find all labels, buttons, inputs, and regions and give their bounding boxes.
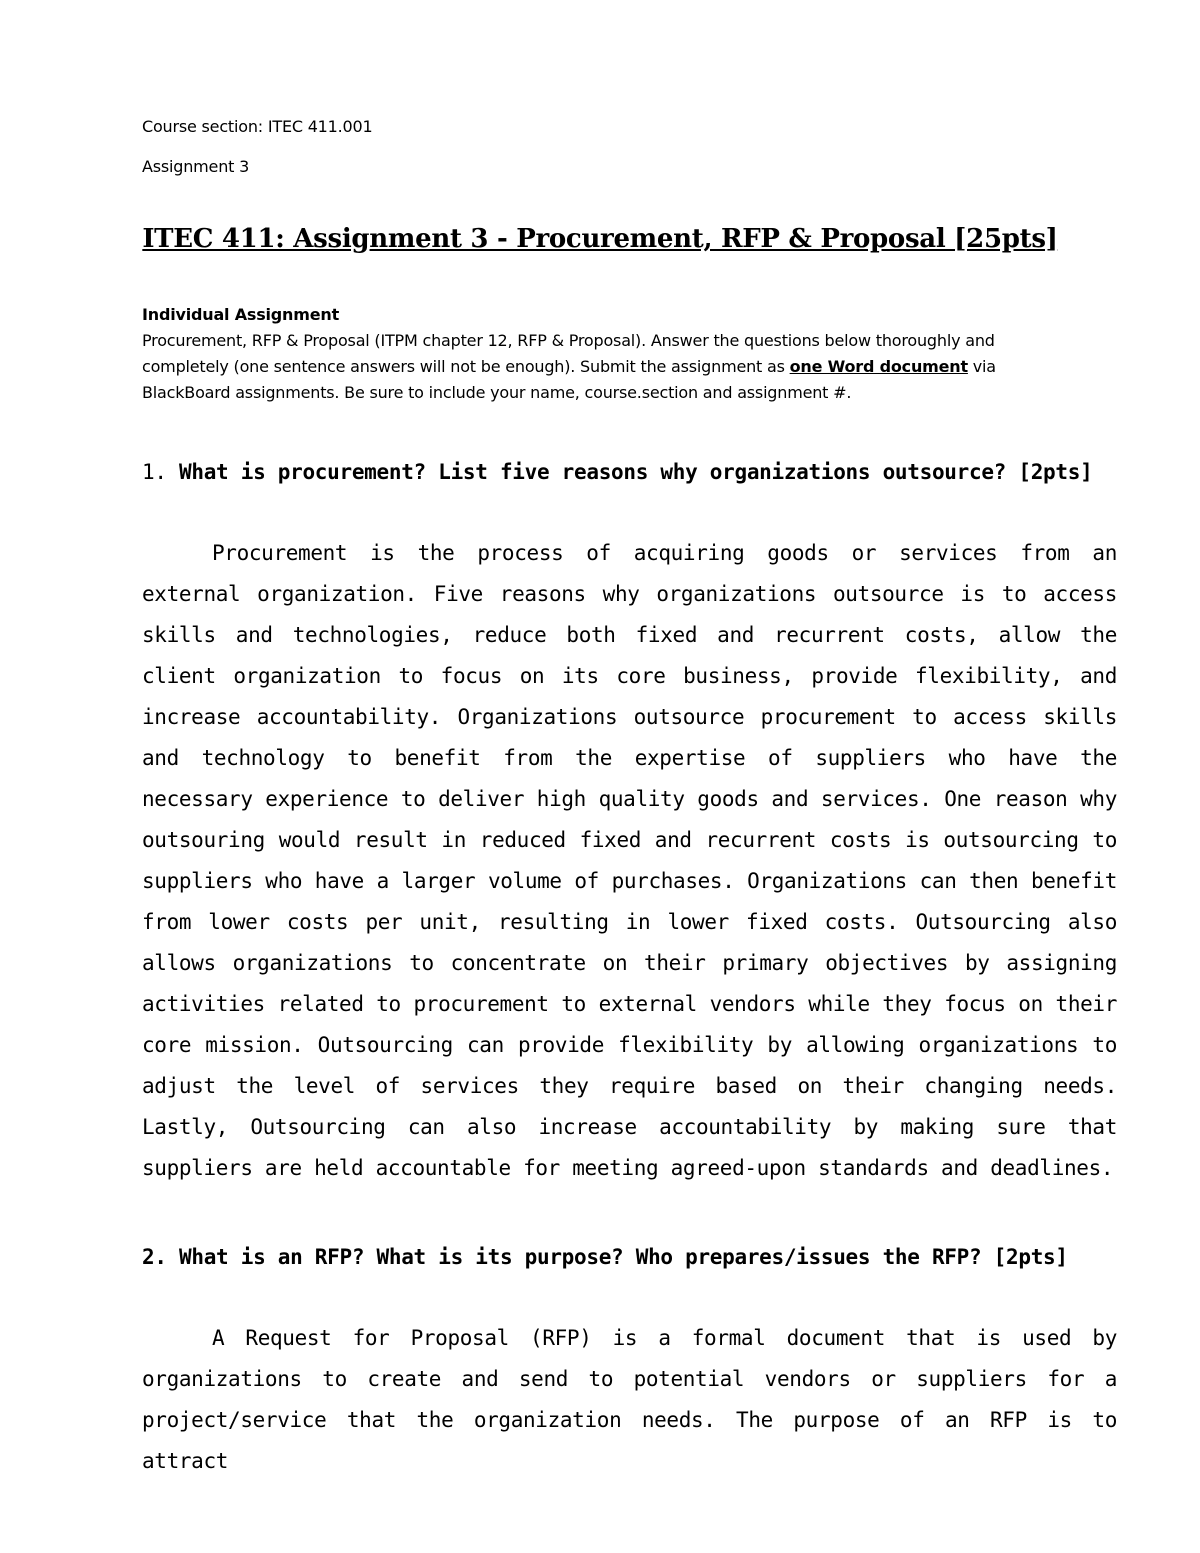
intro-text-1: Procurement, RFP & Proposal (ITPM chapter 12, RFP & Proposal). Answer the questions below thoroughly and completely (one sentence answers will not be enough). Submit the assignment as: [142, 331, 995, 376]
intro-text-2: via BlackBoard assignments. Be sure to include your name, course.section and assignment #.: [142, 357, 996, 402]
answer-1: Procurement is the process of acquiring goods or services from an external organization. Five reasons why organizations outsource is to access skills and technologies, reduce both fixed and recurrent costs, allow the client organization to focus on its core business, provide flexibility, and increase accountability. Organizations outsource procurement to access skills and technology to benefit from the expertise of suppliers who have the necessary experience to deliver high quality goods and services. One reason why outsouring would result in reduced fixed and recurrent costs is outsourcing to suppliers who have a larger volume of purchases. Organizations can then benefit from lower costs per unit, resulting in lower fixed costs. Outsourcing also allows organizations to concentrate on their primary objectives by assigning activities related to procurement to external vendors while they focus on their core mission. Outsourcing can provide flexibility by allowing organizations to adjust the level of services they require based on their changing needs. Lastly, Outsourcing can also increase accountability by making sure that suppliers are held accountable for meeting agreed-upon standards and deadlines.: [142, 541, 1117, 1180]
assignment-line: Assignment 3: [142, 157, 250, 176]
intro-block: [142, 302, 1042, 406]
intro-heading: Individual Assignment: [142, 305, 340, 324]
answer-2: A Request for Proposal (RFP) is a formal document that is used by organizations to create and send to potential vendors or suppliers for a project/service that the organization needs. The purpose of an RFP is to attract: [142, 1326, 1117, 1473]
question-2-text: What is an RFP? What is its purpose? Who prepares/issues the RFP? [2pts]: [179, 1245, 1068, 1269]
question-2: [142, 1237, 1117, 1278]
question-2-number: 2.: [142, 1245, 167, 1269]
course-section-line: Course section: ITEC 411.001: [142, 117, 373, 136]
question-1: [142, 452, 1117, 493]
intro-emphasis: one Word document: [789, 357, 968, 376]
question-1-number: 1.: [142, 460, 167, 484]
question-1-text: What is procurement? List five reasons why organizations outsource? [2pts]: [179, 460, 1093, 484]
document-title: ITEC 411: Assignment 3 - Procurement, RFP & Proposal [25pts]: [142, 224, 1058, 254]
